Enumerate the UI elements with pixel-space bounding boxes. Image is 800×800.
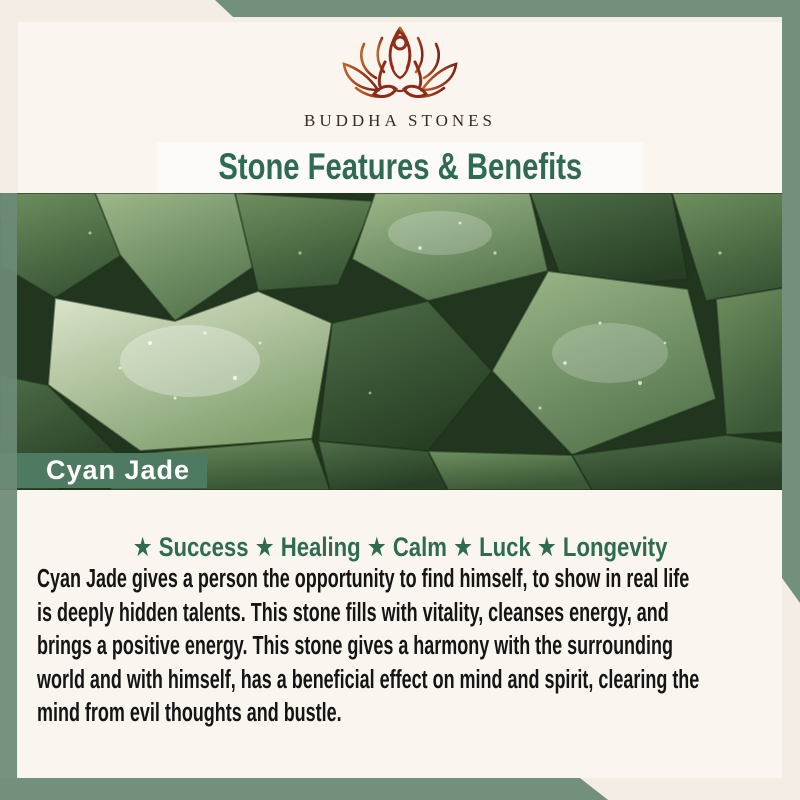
description-paragraph [37,563,797,731]
description-line: Cyan Jade gives a person the opportunity to find himself, to show in real life [37,565,690,593]
benefits-line [0,532,800,563]
photo-caption-band [0,453,207,488]
lotus-meditation-icon [330,22,470,110]
page-title: Stone Features & Benefits [218,146,582,187]
right-green-border [782,0,800,603]
bottom-green-band [0,778,800,800]
description-line: world and with himself, has a beneficial effect on mind and spirit, clearing the [37,665,700,694]
title-banner [157,142,643,192]
description-line: mind from evil thoughts and bustle. [37,699,342,728]
left-green-border [0,193,17,800]
brand-name: BUDDHA STONES [304,111,496,130]
description-line: brings a positive energy. This stone gives a harmony with the surrounding [37,632,673,661]
jade-stones-photo [0,193,800,490]
benefits-text: ★ Success ★ Healing ★ Calm ★ Luck ★ Longevity [132,532,668,562]
photo-caption: Cyan Jade [46,455,191,485]
top-green-band [0,0,800,17]
description-line: is deeply hidden talents. This stone fills with vitality, cleanses energy, and [37,598,669,627]
